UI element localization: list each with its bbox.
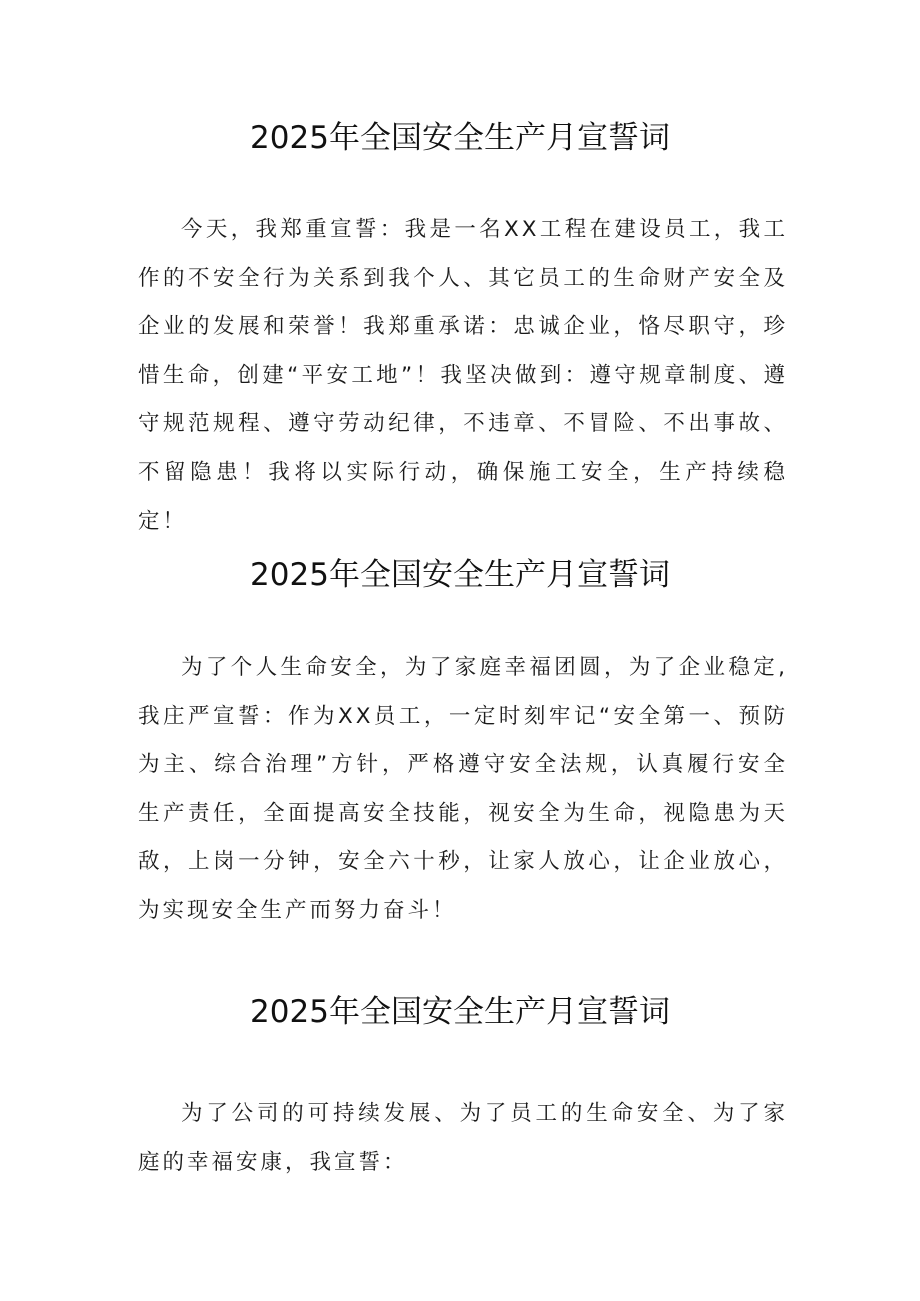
section-paragraph: 为了个人生命安全，为了家庭幸福团圆，为了企业稳定,我庄严宣誓：作为XX员工，一定时刻牢记“安全第一、预防为主、综合治理”方针，严格遵守安全法规，认真履行安全生产责任，全面提高安全技能，视安全为生命，视隐患为天敌，上岗一分钟，安全六十秒，让家人放心，让企业放心，为实现安全生产而努力奋斗！: [138, 655, 788, 923]
section-paragraph: 今天，我郑重宣誓：我是一名XX工程在建设员工，我工作的不安全行为关系到我个人、其它员工的生命财产安全及企业的发展和荣誉！我郑重承诺：忠诚企业，恪尽职守，珍惜生命，创建“平安工地”！我坚决做到：遵守规章制度、遵守规范规程、遵守劳动纪律，不违章、不冒险、不出事故、不留隐患！我将以实际行动，确保施工安全，生产持续稳定！: [138, 217, 788, 534]
section-title: 2025年全国安全生产月宣誓词: [250, 120, 670, 156]
section-title: 2025年全国安全生产月宣誓词: [250, 557, 670, 593]
section-paragraph: 为了公司的可持续发展、为了员工的生命安全、为了家庭的幸福安康，我宣誓：: [138, 1101, 788, 1175]
section-title: 2025年全国安全生产月宣誓词: [250, 994, 670, 1030]
